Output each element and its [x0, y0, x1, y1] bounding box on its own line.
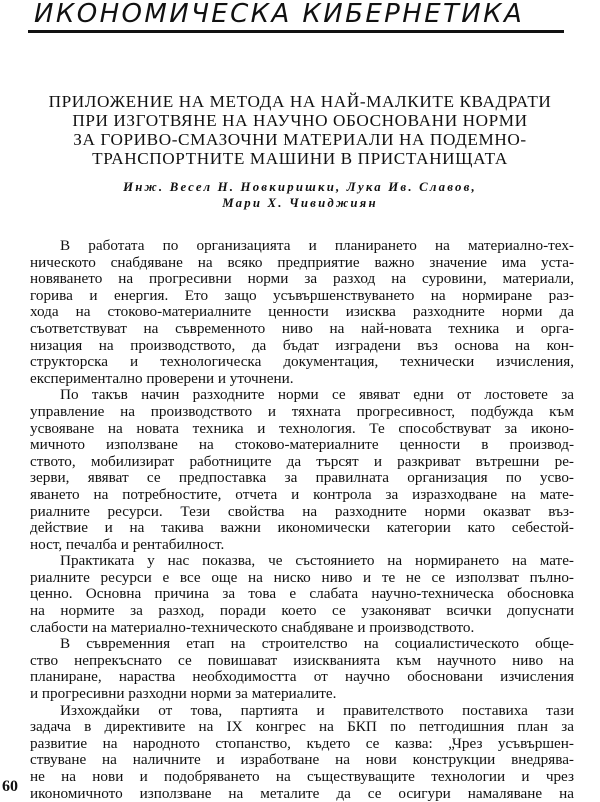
article-title-line: ПРИЛОЖЕНИЕ НА МЕТОДА НА НАЙ-МАЛКИТЕ КВАДРАТИ: [48, 92, 552, 111]
article-authors: [60, 179, 540, 211]
journal-section-title: ИКОНОМИЧЕСКА КИБЕРНЕТИКА: [34, 0, 525, 29]
body-text-line: на нормите за разход, поради което се узаконяват всички допуснати: [30, 603, 574, 620]
body-text-line: риалните ресурси е все още на ниско ниво и те не се използват пълно-: [30, 569, 574, 586]
body-text-line: ствуване на наличните и изработване на нови конструкции внедрява-: [30, 752, 574, 769]
article-title-line: ПРИ ИЗГОТВЯНЕ НА НАУЧНО ОБОСНОВАНИ НОРМИ: [72, 111, 528, 130]
body-text-line: ност, печалба и рентабилност.: [30, 536, 225, 553]
body-text-line: развитие на народното стопанство, където се казва: „Чрез усъвършен-: [30, 735, 574, 752]
body-text-line: действие и на такива важни икономически категории като себестой-: [30, 520, 574, 537]
article-title-line: ЗА ГОРИВО-СМАЗОЧНИ МАТЕРИАЛИ НА ПОДЕМНО-: [73, 130, 527, 149]
body-text-line: ство непрекъснато се повишават изискванията към научното ниво на: [30, 652, 574, 669]
article-body: [30, 238, 574, 802]
body-text-line: ценно. Основна причина за това е слабата научно-техническа обосновка: [30, 586, 574, 603]
authors-line: Инж. Весел Н. Новкиришки, Лука Ив. Славов,: [123, 180, 477, 194]
body-text-line: низация на производството, да бъдат изградени въз основа на кон-: [30, 337, 574, 354]
body-text-line: и прогресивни разходни норми за материалите.: [30, 686, 337, 703]
body-text-line: В работата по организацията и планирането на материално-тех-: [60, 238, 574, 254]
authors-line: Мари Х. Чивиджиян: [222, 196, 378, 210]
body-text-line: съответствуват на съвременното ниво на най-новата техника и орга-: [30, 320, 574, 337]
body-text-line: В съвременния етап на строителство на социалистическото обще-: [60, 636, 574, 653]
body-text-line: Практиката у нас показва, че състоянието на нормирането на мате-: [60, 553, 574, 570]
body-text-line: слабости на материално-техническото снабдяване и производството.: [30, 619, 475, 636]
body-text-line: ството, мобилизират работниците да търсят и разкриват вътрешни ре-: [30, 453, 574, 470]
body-text-line: мичното използване на стоково-материалните ценности в производ-: [30, 437, 574, 454]
body-text-line: новяването на прогресивни норми за разход на суровини, материали,: [30, 271, 574, 288]
body-text-line: ническото снабдяване на всяко предприятие важно значение има уста-: [30, 254, 574, 271]
article-title-line: ТРАНСПОРТНИТЕ МАШИНИ В ПРИСТАНИЩАТА: [92, 149, 508, 168]
body-text-line: структорска и технологическа документация, технически изчисления,: [30, 354, 574, 371]
body-text-line: управление на производството и тяхната прогресивност, подбужда към: [30, 403, 574, 420]
body-text-line: усвояване на новата техника и технология. Те способствуват за иконо-: [30, 420, 574, 437]
body-text-line: По такъв начин разходните норми се явяват едни от лостовете за: [60, 387, 574, 404]
article-title: [30, 92, 570, 168]
body-text-line: задача в директивите на IX конгрес на БКП по петгодишния план за: [30, 719, 574, 736]
page-number: 60: [2, 778, 18, 795]
body-text-line: зерви, явяват се предпоставка за правилната организация по усво-: [30, 470, 574, 487]
body-text-line: планиране, нараства необходимостта от научно обосновани изчисления: [30, 669, 574, 686]
body-text-line: яването на потребностите, отчета и контрола за изразходване на мате-: [30, 486, 574, 503]
body-text-line: риалните ресурси. Тези свойства на разходните норми оказват въз-: [30, 503, 574, 520]
body-text-line: хода на стоково-материалните ценности изисква разходните норми да: [30, 304, 574, 321]
body-text-line: горива и енергия. Ето защо усъвършенствуването на нормиране раз-: [30, 287, 574, 304]
body-text-line: експериментално проверени и уточнени.: [30, 370, 294, 387]
body-text-line: икономичното използване на металите да се осигури намаляване на: [30, 785, 574, 802]
body-text-line: Изхождайки от това, партията и правителството поставиха тази: [60, 702, 574, 719]
body-text-line: не на нови и подобряването на съществуващите технологии и чрез: [30, 769, 574, 785]
